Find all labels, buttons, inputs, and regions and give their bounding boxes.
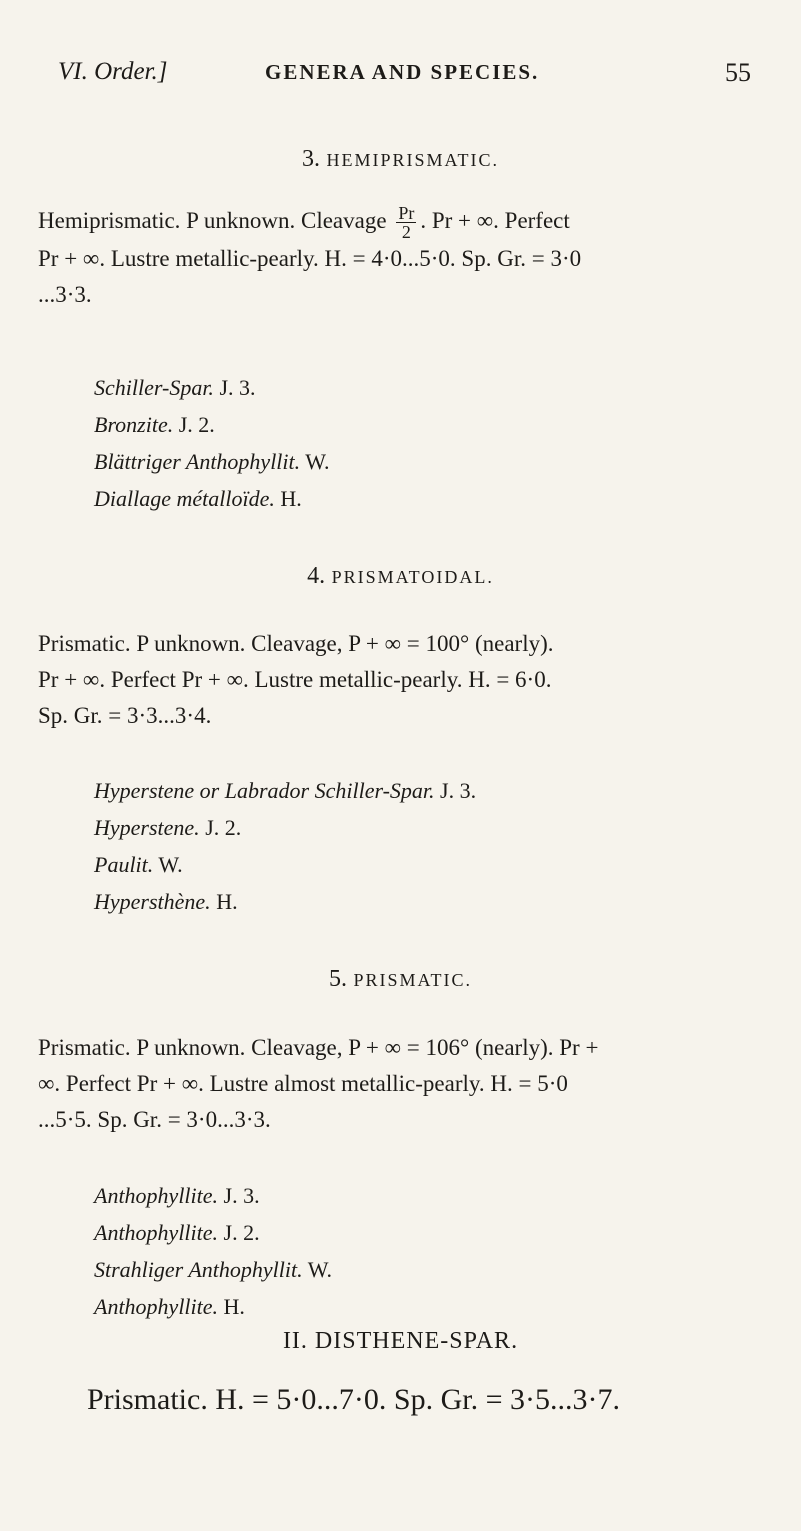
section-5-description (38, 1030, 768, 1138)
page-number: 55 (725, 58, 751, 87)
section-3-description (38, 203, 768, 313)
synonym-entry: Anthophyllite. J. 2. (94, 1220, 260, 1245)
section-title: PRISMATOIDAL. (331, 567, 494, 587)
description-line: Prismatic. P unknown. Cleavage, P + ∞ = 106° (nearly). Pr + (38, 1035, 599, 1060)
description-line: ...3·3. (38, 282, 92, 308)
section-number: 3. (301, 146, 320, 172)
synonym-entry: Hypersthène. H. (94, 889, 238, 914)
description-line: Hemiprismatic. P unknown. Cleavage $\frac{Pr}{2}$ . Pr + ∞. Perfect (38, 203, 570, 243)
section-number: 5. (328, 966, 347, 992)
description-line: Pr + ∞. Perfect Pr + ∞. Lustre metallic-pearly. H. = 6·0. (38, 667, 552, 692)
section-heading-3 (0, 146, 801, 173)
synonym-entry: Bronzite. J. 2. (94, 412, 215, 437)
genus-heading: II. DISTHENE-SPAR. (282, 1328, 519, 1354)
section-title: PRISMATIC. (353, 970, 473, 990)
description-line: Prismatic. P unknown. Cleavage, P + ∞ = 100° (nearly). (38, 631, 554, 656)
synonym-entry: Anthophyllite. H. (94, 1294, 245, 1319)
synonym-entry: Hyperstene. J. 2. (94, 815, 242, 840)
synonym-entry: Hyperstene or Labrador Schiller-Spar. J. 3. (94, 778, 477, 803)
section-number: 4. (307, 563, 326, 589)
running-head-left: VI. Order.] (58, 58, 168, 85)
section-heading-5 (0, 966, 801, 993)
description-line: Pr + ∞. Lustre metallic-pearly. H. = 4·0...5·0. Sp. Gr. = 3·0 (38, 246, 582, 272)
genus-description: Prismatic. H. = 5·0...7·0. Sp. Gr. = 3·5...3·7. (87, 1383, 620, 1416)
synonym-entry: Schiller-Spar. J. 3. (94, 375, 256, 400)
synonym-entry: Anthophyllite. J. 3. (94, 1183, 260, 1208)
running-head-title: GENERA AND SPECIES. (265, 60, 540, 84)
description-line: Sp. Gr. = 3·3...3·4. (38, 703, 212, 728)
synonym-entry: Paulit. W. (94, 852, 183, 877)
section-4-description (38, 626, 768, 734)
section-title: HEMIPRISMATIC. (326, 150, 500, 170)
section-heading-4 (0, 563, 801, 590)
cleavage-fraction: $\frac{Pr}{2}$ (398, 203, 415, 243)
synonym-entry: Diallage métalloïde. H. (94, 486, 302, 511)
description-line: ∞. Perfect Pr + ∞. Lustre almost metallic-pearly. H. = 5·0 (38, 1071, 568, 1096)
synonym-entry: Blättriger Anthophyllit. W. (94, 449, 330, 474)
synonym-entry: Strahliger Anthophyllit. W. (94, 1257, 332, 1282)
description-line: ...5·5. Sp. Gr. = 3·0...3·3. (38, 1107, 271, 1132)
running-head (0, 58, 801, 92)
